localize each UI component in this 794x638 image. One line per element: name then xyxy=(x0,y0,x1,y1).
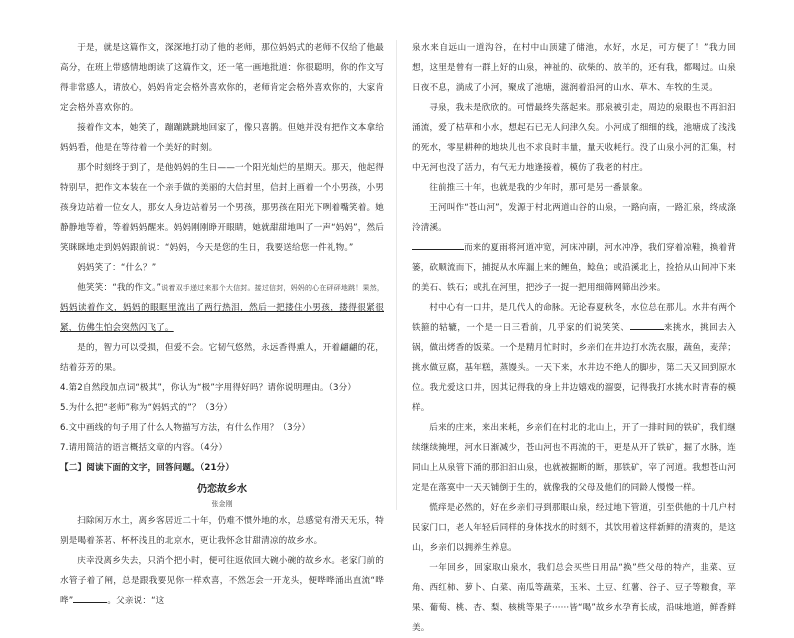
essay-paragraph-1: 扫除闲万水土，离乡客居近二十年，仍难不惯外地的水，总感觉有滑天无乐，特别是喝着茶茗、杯杯浅且的北京水，更让我怀念甘甜清凉的故乡水。 xyxy=(60,516,384,546)
left-column xyxy=(60,38,384,611)
right-paragraph-6 xyxy=(412,298,736,418)
fill-blank-3 xyxy=(630,320,664,330)
paragraph-5 xyxy=(60,278,384,338)
right-paragraph-4: 王河叫作“苍山河”，发源于村北两道山谷的山泉，一路向南，一路汇泉，终成涤泠清溪。 xyxy=(412,203,736,233)
question-4: 4.第2自然段加点词“极其”，你认为“极”字用得好吗？请你说明理由。（3分） xyxy=(60,383,357,393)
fill-blank-2 xyxy=(412,240,464,250)
paragraph-6: 是的，智力可以受损，但爱不会。它韧气悠然，永远香得熏人，开着翩翩的花，结着芬芳的果。 xyxy=(60,343,384,373)
right-paragraph-7: 后来的庄来，来出来耗，乡亲们在村北的北山上，开了一排时间的铁矿，我们继续继续掩埋，河水日渐减少，苍山河也不再流的干，更是从开了铁矿，掘了水脉，连同山上从泉管下涌的那汩汩山泉，也就被掘断的断，那铁矿，宰了河道。我想苍山河定是在落寞中一天天铺倒于生的，就像我的父母及他们的同龄人慢慢一样。 xyxy=(412,423,736,493)
paragraph-4: 妈妈笑了：“什么？” xyxy=(77,263,157,273)
essay-paragraph-2 xyxy=(60,551,384,611)
question-7: 7.请用简洁的语言概括文章的内容。（4分） xyxy=(60,443,228,453)
essay-paragraph-2-text: 庆幸没离乡失去，只消个把小时，便可往返依回大碗小碗的故乡水。老家门前的水管子着了闸，总是跟我要见你一样欢喜，不然怎会一开龙头，便哗哗涌出直流“哗哗” xyxy=(60,556,384,606)
column-divider xyxy=(396,40,397,510)
right-paragraph-6-text: 村中心有一口井，是几代人的命脉。无论春夏秋冬，水位总在那儿。水井有两个铁箍的轱辘，一个是一日三看前，几乎家的们说笑笑、 xyxy=(412,303,736,333)
question-5: 5.为什么把“老师”称为“妈妈式的”？（3分） xyxy=(60,403,233,413)
right-paragraph-8: 慌痒是必然的，好在乡亲们寻到那眼山泉，经过地下管道，引至供他的十几户村民家门口，老人年轻后同样的身体找水的时刻不，其饮用着这样新鲜的清爽的，是这山，乡亲们以拥养生养息。 xyxy=(412,503,736,553)
right-paragraph-9: 一年回乡，回家取山泉水，我们总会买些日用品“换”些父母的特产，韭菜、豆角、西红柿、萝卜、白菜、南瓜等蔬菜，玉米、土豆、红薯、谷子、豆子等粮食，苹果、葡萄、桃、杏、梨、核桃等果子······皆“喝”故乡水孕育长成，沿味地道，鲜香鲜美。 xyxy=(412,563,736,633)
question-6: 6.文中画线的句子用了什么人物描写方法，有什么作用？（3分） xyxy=(60,423,311,433)
essay-title: 仍恋故乡水 xyxy=(197,484,247,495)
right-paragraph-6-tail: 来挑水，挑回去入锅，做出烤香的饭菜。一个是精月忙时时，乡亲们在井边打水洗衣服，蔬鱼，麦萍；挑水做豆腐，基年糕，蒸馒头。一天下来，水井边不绝人的脚步，第二天又回到原水位。我尤爱这口井，因其记得我的身上井边嬉戏的溜耍，记得我打水挑水时青春的模样。 xyxy=(412,323,736,413)
paragraph-5-lead: 他笑笑：“我的作文。” xyxy=(77,283,162,293)
underlined-sentence: 妈妈读着作文，妈妈的眼眶里流出了两行热泪，然后一把搂住小男孩，搂得很紧很紧，仿佛生怕会突然闪飞了。 xyxy=(60,303,384,333)
fill-blank xyxy=(73,593,107,603)
essay-author: 张金刚 xyxy=(211,500,233,508)
right-paragraph-3: 往前推三十年，也就是我的少年时，那可是另一番景象。 xyxy=(429,183,648,193)
right-paragraph-5 xyxy=(412,238,736,298)
right-paragraph-1: 泉水来自远山一道沟谷，在村中山顶建了储池，水好，水足，可方便了！”我力回想，这里是曾有一群上好的山泉，神祉的、砍柴的、放羊的，还有我，都喝过。山泉日夜不息，淌成了小河，聚成了池塘，滋润着沿河的山水、草木、车牧的生灵。 xyxy=(412,43,736,93)
paragraph-2: 接着作文本，她笑了，蹦蹦跳跳地回家了，像只喜鹊。但她并没有把作文本拿给妈妈看，他是在等待着一个美好的时刻。 xyxy=(60,123,384,153)
right-paragraph-2: 寻泉，我未是欣欣的。可惜最终失落起来。那泉被引走，周边的泉眼也不再汩汩涌流，爱了枯草和小水，想起石已无人问津久矣。小河成了细细的线，池塘成了浅浅的死水，零星耕种的地块儿也不求良时丰量，量天收耗行。没了山泉小河的汇集，村中无河也没了活力，有气无力地逢接着，模仿了我老的村庄。 xyxy=(412,103,736,173)
paragraph-1: 于是，就是这篇作文，深深地打动了他的老师，那位妈妈式的老师不仅给了他最高分，在班上带感情地朗读了这篇作文，还一笔一画地批道：你很聪明，你的作文写得非常感人，请放心，妈妈肯定会格外喜欢你的，老师肯定会格外喜欢你的，大家肯定会格外喜欢你的。 xyxy=(60,43,384,113)
essay-paragraph-2-tail: 。父亲说：“这 xyxy=(107,596,165,606)
paragraph-3: 那个时刻终于到了，是他妈妈的生日——一个阳光灿烂的星期天。那天，他起得特别早，把作文本装在一个亲手做的美丽的大信封里，信封上画着一个小男孩，小男孩身边站着一位女人，那女人身边站着另一个男孩，那男孩在阳光下咧着嘴笑着。她静静地等着，等着妈妈醒来。妈妈刚刚睁开眼睛，她就甜甜地叫了一声“妈妈”，然后笑眯眯地走到妈妈跟前说：“妈妈，今天是您的生日，我要送给您一件礼物。” xyxy=(60,163,384,253)
right-paragraph-5-text: 而来的夏雨将河道冲宽，河床冲刷，河水冲净，我们穿着凉鞋，换着背篓，砍顺流而下，捕捉从水库漏上来的鲤鱼，鲶鱼；或沿溪北上，捡拾从山间冲下来的美石、铁石；或扎在河里，把沙子一捉一把用细筛网筛出沙来。 xyxy=(412,243,736,293)
section-heading: 【二】阅读下面的文字，回答问题。（21分） xyxy=(60,463,235,473)
paragraph-5-note: 说着双手递过来那个大信封。接过信封，妈妈的心在砰砰地跳！果然， xyxy=(161,284,384,292)
right-column xyxy=(412,38,736,638)
